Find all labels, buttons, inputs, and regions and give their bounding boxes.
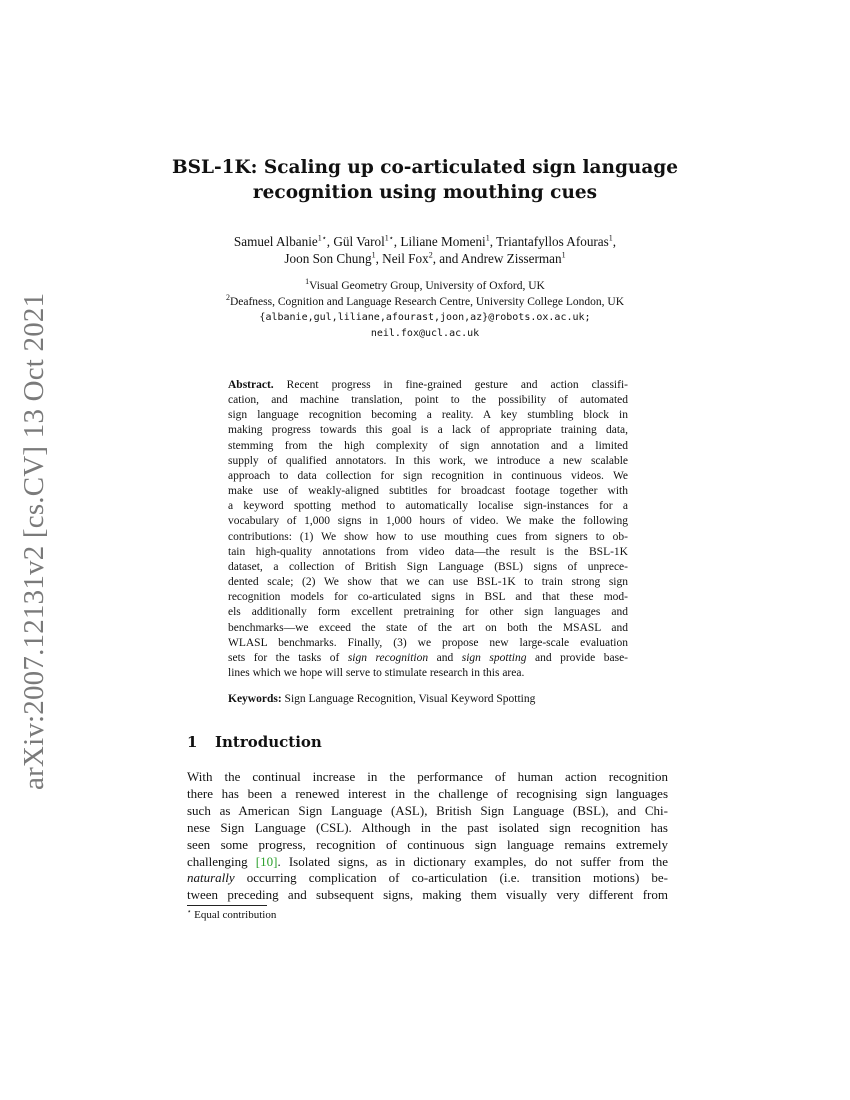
footnote-mark: ⋆ bbox=[187, 907, 192, 916]
abstract-text: and provide base- bbox=[526, 651, 629, 664]
abstract-line: recognition models for co-articulated signs in BSL and that these mod- bbox=[228, 591, 628, 604]
abstract-label: Abstract. bbox=[228, 379, 274, 391]
abstract-line: stemming from the high complexity of sign annotation and a limited bbox=[228, 439, 628, 452]
affil-mark: 2 bbox=[225, 292, 230, 302]
section-title: Introduction bbox=[215, 733, 322, 751]
abstract-line: a keyword spotting method to automatically localise sign-instances for a bbox=[228, 500, 628, 513]
body-line: there has been a renewed interest in the challenge of recognising sign languages bbox=[187, 785, 668, 801]
abstract-line: supply of qualified annotators. In this work, we introduce a new scalable bbox=[228, 454, 628, 467]
abstract-line: making progress towards this goal is a lack of appropriate training data, bbox=[228, 424, 628, 437]
affiliation-1 bbox=[150, 279, 700, 295]
keywords bbox=[228, 692, 628, 707]
paper-title bbox=[150, 155, 700, 205]
affil-text: Deafness, Cognition and Language Research Centre, University College London, UK bbox=[229, 295, 625, 308]
abstract bbox=[228, 378, 628, 681]
body-text: . Isolated signs, as in dictionary examples, do not suffer from the bbox=[277, 853, 669, 869]
section-number: 1 bbox=[187, 733, 198, 751]
abstract-text: sets for the tasks of bbox=[228, 651, 348, 664]
abstract-line: cation, and machine translation, point to the possibility of automated bbox=[228, 394, 628, 407]
keywords-label: Keywords: bbox=[228, 693, 282, 705]
abstract-line: approach to data collection for sign recognition in continuous videos. We bbox=[228, 469, 628, 482]
email-line-2: neil.fox@ucl.ac.uk bbox=[370, 327, 480, 339]
abstract-line: benchmarks—we exceed the state of the art on both the MSASL and bbox=[228, 621, 628, 634]
author-affil-mark: 1 bbox=[485, 233, 490, 243]
intro-paragraph bbox=[187, 769, 668, 904]
author-affil-mark: 2 bbox=[428, 250, 433, 260]
emphasis-text: naturally bbox=[187, 870, 235, 886]
arxiv-side-stamp: arXiv:2007.12131v2 [cs.CV] 13 Oct 2021 bbox=[18, 292, 50, 790]
body-line: nese Sign Language (CSL). Although in the past isolated sign recognition has bbox=[187, 819, 668, 835]
title-line-2: recognition using mouthing cues bbox=[252, 182, 598, 203]
emphasis-text: sign recognition bbox=[347, 651, 429, 664]
body-line: With the continual increase in the performance of human action recognition bbox=[187, 769, 668, 784]
abstract-line: els additionally form excellent pretraining for other sign languages and bbox=[228, 606, 628, 619]
author-line-2 bbox=[150, 250, 700, 267]
author-affil-mark: 1 bbox=[561, 250, 566, 260]
footnote bbox=[187, 909, 276, 921]
abstract-line: dented scale; (2) We show that we can use BSL-1K to train strong sign bbox=[228, 576, 628, 589]
body-text: challenging bbox=[187, 853, 256, 869]
keywords-text: Sign Language Recognition, Visual Keyword Spotting bbox=[281, 693, 536, 705]
abstract-line: tain high-quality annotations from video data—the result is the BSL-1K bbox=[228, 545, 628, 558]
body-line bbox=[187, 870, 668, 887]
author-name: , Neil Fox bbox=[375, 251, 429, 266]
author-affil-mark: 1⋆ bbox=[384, 233, 394, 243]
abstract-line: make use of weakly-aligned subtitles for broadcast footage together with bbox=[228, 485, 628, 498]
body-line: tween preceding and subsequent signs, making them visually very different from bbox=[187, 887, 668, 903]
affil-mark: 1 bbox=[305, 277, 310, 287]
author-name: , Liliane Momeni bbox=[393, 234, 486, 249]
author-list bbox=[150, 233, 700, 267]
abstract-line bbox=[228, 651, 628, 666]
footnote-rule bbox=[187, 905, 267, 906]
title-line-1: BSL-1K: Scaling up co-articulated sign language bbox=[171, 157, 679, 178]
abstract-line: lines which we hope will serve to stimulate research in this area. bbox=[228, 666, 525, 679]
emphasis-text: sign spotting bbox=[461, 651, 527, 664]
body-line: seen some progress, recognition of continuous sign language remains extremely bbox=[187, 836, 668, 852]
author-separator: , bbox=[612, 234, 617, 249]
body-text: occurring complication of co-articulation (i.e. transition motions) be- bbox=[234, 870, 668, 886]
abstract-line: vocabulary of 1,000 signs in 1,000 hours of video. We make the following bbox=[228, 515, 628, 528]
abstract-line: WLASL benchmarks. Finally, (3) we propose new large-scale evaluation bbox=[228, 636, 628, 649]
section-heading bbox=[187, 733, 322, 751]
author-name: Joon Son Chung bbox=[284, 251, 372, 266]
author-affil-mark: 1⋆ bbox=[317, 233, 327, 243]
author-affil-mark: 1 bbox=[371, 250, 376, 260]
abstract-line: dataset, a collection of British Sign Language (BSL) signs of unprece- bbox=[228, 560, 628, 573]
affiliations bbox=[150, 279, 700, 341]
author-line-1 bbox=[150, 233, 700, 250]
author-name: Samuel Albanie bbox=[233, 234, 318, 249]
author-name: , Triantafyllos Afouras bbox=[489, 234, 609, 249]
footnote-text: Equal contribution bbox=[191, 909, 277, 921]
body-line bbox=[187, 854, 668, 871]
abstract-text: Recent progress in fine-grained gesture and action classifi- bbox=[273, 379, 628, 391]
affiliation-2 bbox=[150, 292, 700, 311]
body-line: such as American Sign Language (ASL), British Sign Language (BSL), and Chi- bbox=[187, 802, 668, 818]
abstract-line: sign language recognition becoming a reality. A key stumbling block in bbox=[228, 409, 628, 422]
abstract-line bbox=[228, 378, 628, 393]
email-line-1: {albanie,gul,liliane,afourast,joon,az}@robots.ox.ac.uk; bbox=[259, 312, 591, 323]
citation-link[interactable]: [10] bbox=[255, 853, 278, 869]
author-name: , and Andrew Zisserman bbox=[432, 251, 562, 266]
abstract-text: and bbox=[428, 651, 462, 664]
author-name: , Gül Varol bbox=[326, 234, 385, 249]
affil-text: Visual Geometry Group, University of Oxford, UK bbox=[309, 280, 545, 292]
author-affil-mark: 1 bbox=[608, 233, 613, 243]
abstract-line: contributions: (1) We show how to use mouthing cues from signers to ob- bbox=[228, 530, 628, 543]
